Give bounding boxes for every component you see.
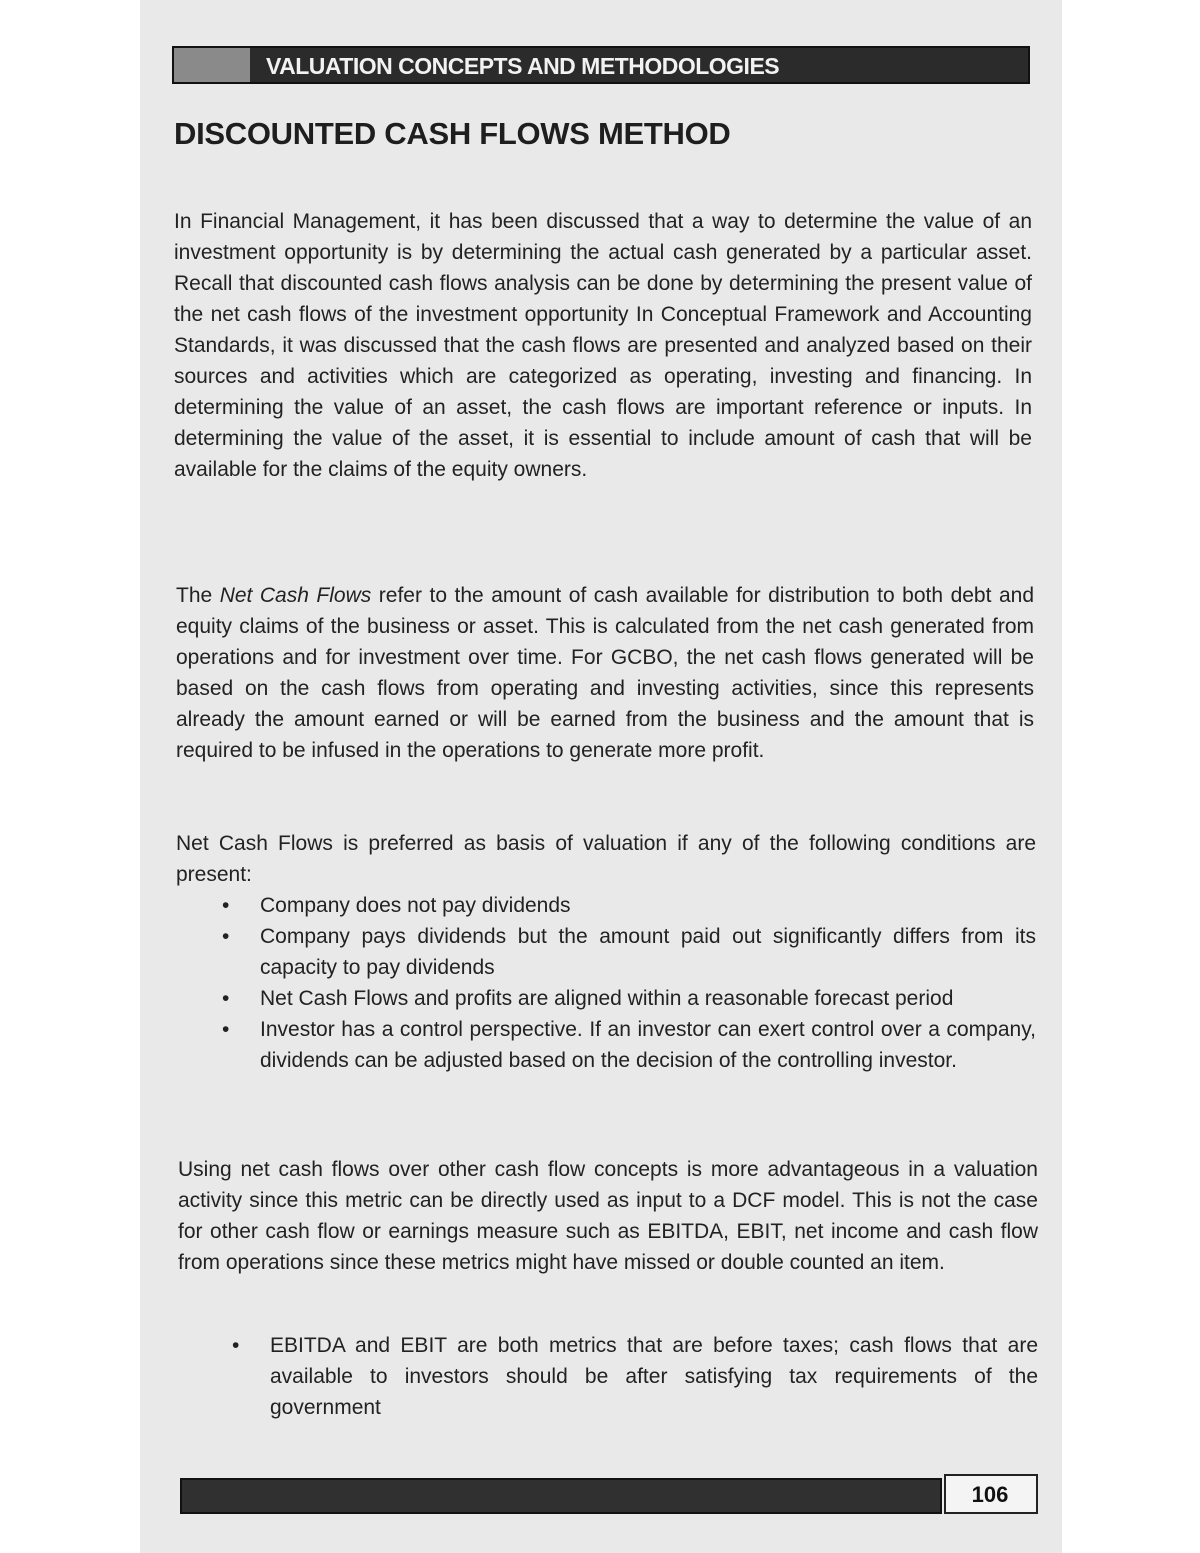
paragraph-net-cash-flows-definition <box>176 580 1034 766</box>
defined-term: Net Cash Flows <box>219 584 372 607</box>
page-number: 106 <box>971 1482 1009 1507</box>
list-item: • Net Cash Flows and profits are aligned within a reasonable forecast period <box>222 983 1036 1014</box>
page-number-box <box>944 1474 1038 1514</box>
running-header-title: VALUATION CONCEPTS AND METHODOLOGIES <box>266 53 780 79</box>
paragraph-intro: In Financial Management, it has been discussed that a way to determine the value of an investment opportunity is by determining the actual cash generated by a particular asset. Recall that discounted cash flows analysis can be done by determining the present value of the net cash flows of the investment opportunity In Conceptual Framework and Accounting Standards, it was discussed that the cash flows are presented and analyzed based on their sources and activities which are categorized as operating, investing and financing. In determining the value of an asset, the cash flows are important reference or inputs. In determining the value of the asset, it is essential to include amount of cash that will be available for the claims of the equity owners. <box>174 210 1032 481</box>
running-header <box>172 46 1030 84</box>
header-accent-block <box>174 48 250 82</box>
list-item: • Company does not pay dividends <box>222 890 1036 921</box>
section-title: DISCOUNTED CASH FLOWS METHOD <box>174 116 731 151</box>
paragraph-body: refer to the amount of cash available for distribution to both debt and equity claims of the business or asset. This is calculated from the net cash generated from operations and for investment over time. For GCBO, the net cash flows generated will be based on the cash flows from operating and investing activities, since this represents already the amount earned or will be earned from the business and the amount that is required to be infused in the operations to generate more profit. <box>176 584 1034 762</box>
list-item: • EBITDA and EBIT are both metrics that are before taxes; cash flows that are available to investors should be after satisfying tax requirements of the government <box>232 1330 1038 1423</box>
advantages-list <box>232 1330 1038 1423</box>
paragraph-conditions-intro: Net Cash Flows is preferred as basis of valuation if any of the following conditions are present: <box>176 832 1036 886</box>
conditions-list <box>222 890 1036 1076</box>
list-item: • Company pays dividends but the amount paid out significantly differs from its capacity to pay dividends <box>222 921 1036 983</box>
paragraph-prefix: The <box>176 584 220 607</box>
footer-bar <box>180 1478 942 1514</box>
list-item: • Investor has a control perspective. If an investor can exert control over a company, dividends can be adjusted based on the decision of the controlling investor. <box>222 1014 1036 1076</box>
paragraph-advantages: Using net cash flows over other cash flow concepts is more advantageous in a valuation activity since this metric can be directly used as input to a DCF model. This is not the case for other cash flow or earnings measure such as EBITDA, EBIT, net income and cash flow from operations since these metrics might have missed or double counted an item. <box>178 1158 1038 1274</box>
